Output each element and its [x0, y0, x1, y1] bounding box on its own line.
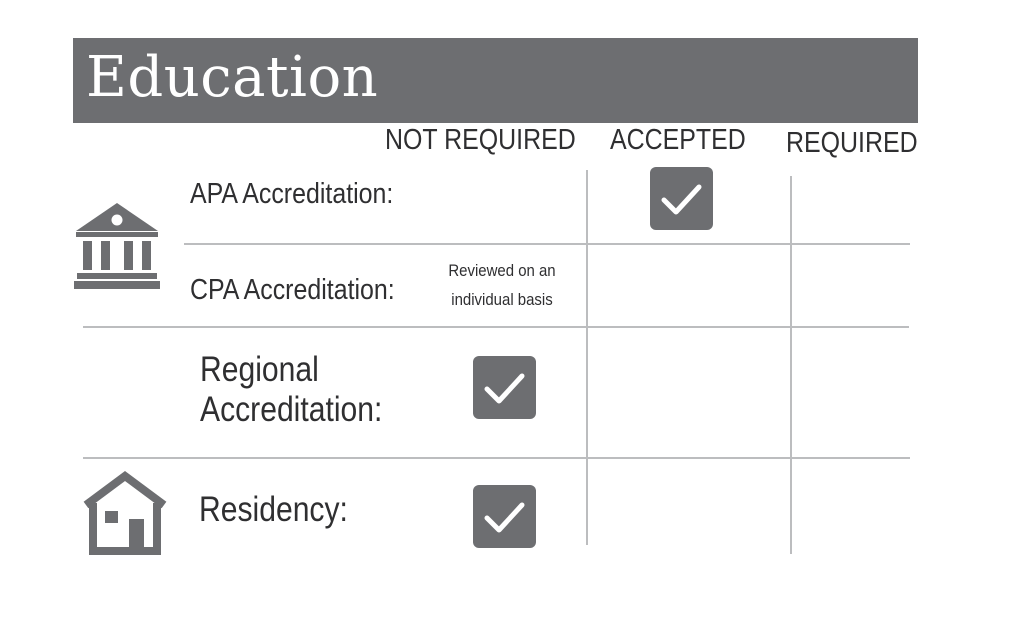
checkmark-icon	[473, 485, 536, 548]
cpa-note-line-1: Reviewed on an	[448, 261, 556, 280]
grid-divider-vertical-1	[586, 170, 588, 545]
regional-label-line-1: Regional	[200, 350, 319, 389]
grid-divider-horizontal-2	[83, 326, 909, 328]
column-header-required: REQUIRED	[786, 127, 918, 159]
row-label-cpa-accreditation: CPA Accreditation:	[190, 274, 395, 306]
checkmark-icon	[650, 167, 713, 230]
grid-divider-horizontal-1	[184, 243, 910, 245]
page-title: Education	[86, 45, 379, 110]
regional-label-line-2: Accreditation:	[200, 390, 383, 429]
checkbox-residency-not-required	[473, 485, 536, 548]
checkmark-icon	[473, 356, 536, 419]
column-header-not-required: NOT REQUIRED	[385, 124, 576, 156]
row-label-regional-accreditation	[200, 350, 382, 430]
house-icon	[82, 471, 168, 560]
cpa-note	[436, 256, 568, 314]
column-header-accepted: ACCEPTED	[610, 124, 746, 156]
checkbox-apa-accepted	[650, 167, 713, 230]
grid-divider-horizontal-3	[83, 457, 910, 459]
grid-divider-vertical-2	[790, 176, 792, 554]
courthouse-icon	[74, 201, 160, 296]
row-label-residency: Residency:	[199, 490, 348, 529]
cpa-note-line-2: individual basis	[451, 290, 553, 309]
checkbox-regional-not-required	[473, 356, 536, 419]
row-label-apa-accreditation: APA Accreditation:	[190, 178, 394, 210]
